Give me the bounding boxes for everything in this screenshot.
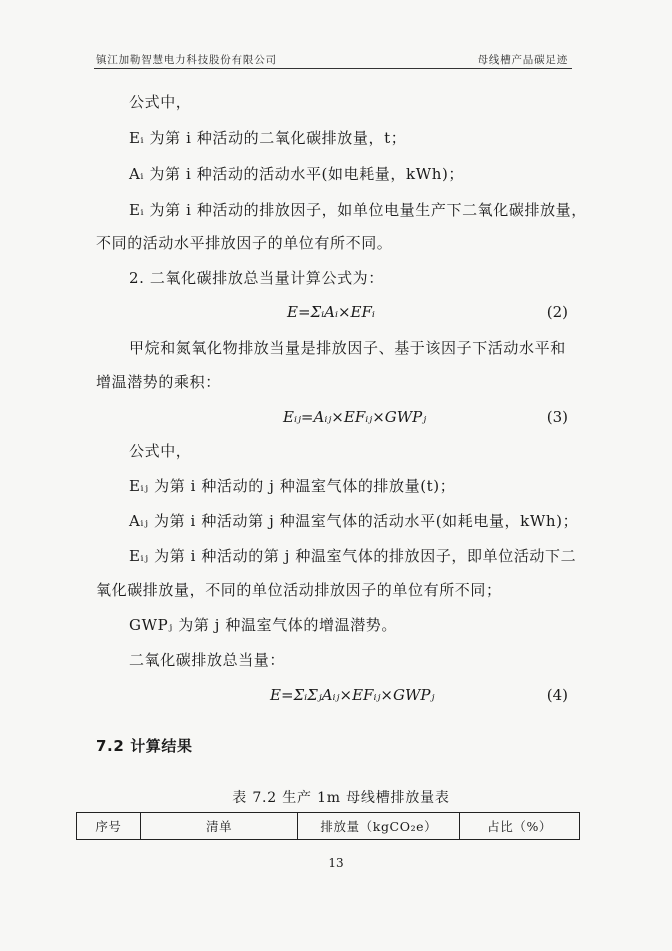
page-number: 13	[328, 856, 344, 870]
column-header-inventory: 清单	[140, 813, 298, 840]
equation-3-number: (3)	[546, 408, 568, 426]
column-header-share: 占比（%）	[460, 813, 580, 840]
equation-4: E=ΣᵢΣⱼAᵢⱼ×EFᵢⱼ×GWPⱼ	[270, 686, 435, 704]
definition-efi-line2: 不同的活动水平排放因子的单位有所不同。	[96, 234, 393, 252]
column-header-emissions: 排放量（kgCO₂e）	[298, 813, 460, 840]
equation-2-number: (2)	[546, 303, 568, 321]
definition-efij-line2: 氧化碳排放量，不同的单位活动排放因子的单位有所不同；	[96, 581, 502, 599]
section-heading: 7.2 计算结果	[96, 737, 193, 755]
column-header-index: 序号	[77, 813, 141, 840]
paragraph-methane-line1: 甲烷和氮氧化物排放当量是排放因子、基于该因子下活动水平和	[129, 339, 566, 357]
header-company: 镇江加勒智慧电力科技股份有限公司	[96, 54, 277, 66]
emissions-table	[76, 812, 580, 840]
definition-aij: Aᵢⱼ 为第 i 种活动第 j 种温室气体的活动水平(如耗电量，kWh)；	[129, 512, 579, 530]
paragraph-methane-line2: 增温潜势的乘积：	[96, 373, 221, 391]
paragraph-formula-intro-2: 公式中，	[129, 442, 192, 460]
definition-efi-line1: Eᵢ 为第 i 种活动的排放因子，如单位电量生产下二氧化碳排放量，	[129, 201, 587, 219]
definition-eij: Eᵢⱼ 为第 i 种活动的 j 种温室气体的排放量(t)；	[129, 477, 456, 495]
definition-efij-line1: Eᵢⱼ 为第 i 种活动的第 j 种温室气体的排放因子，即单位活动下二	[129, 547, 577, 565]
table-header-row	[77, 813, 580, 840]
paragraph-total-equivalent: 二氧化碳排放总当量：	[129, 651, 286, 669]
equation-2: E=ΣᵢAᵢ×EFᵢ	[287, 303, 375, 321]
table-caption: 表 7.2 生产 1m 母线槽排放量表	[232, 790, 450, 806]
definition-gwpj: GWPⱼ 为第 j 种温室气体的增温潜势。	[129, 616, 398, 634]
equation-3: Eᵢⱼ=Aᵢⱼ×EFᵢⱼ×GWPⱼ	[283, 408, 427, 426]
header-report-title: 母线槽产品碳足迹	[477, 54, 568, 66]
paragraph-total-formula: 2. 二氧化碳排放总当量计算公式为：	[129, 269, 384, 287]
equation-4-number: (4)	[546, 686, 568, 704]
definition-ei: Eᵢ 为第 i 种活动的二氧化碳排放量，t；	[129, 129, 407, 147]
paragraph-formula-intro: 公式中，	[129, 93, 192, 111]
definition-ai: Aᵢ 为第 i 种活动的活动水平(如电耗量，kWh)；	[129, 165, 465, 183]
header-divider	[94, 68, 572, 69]
